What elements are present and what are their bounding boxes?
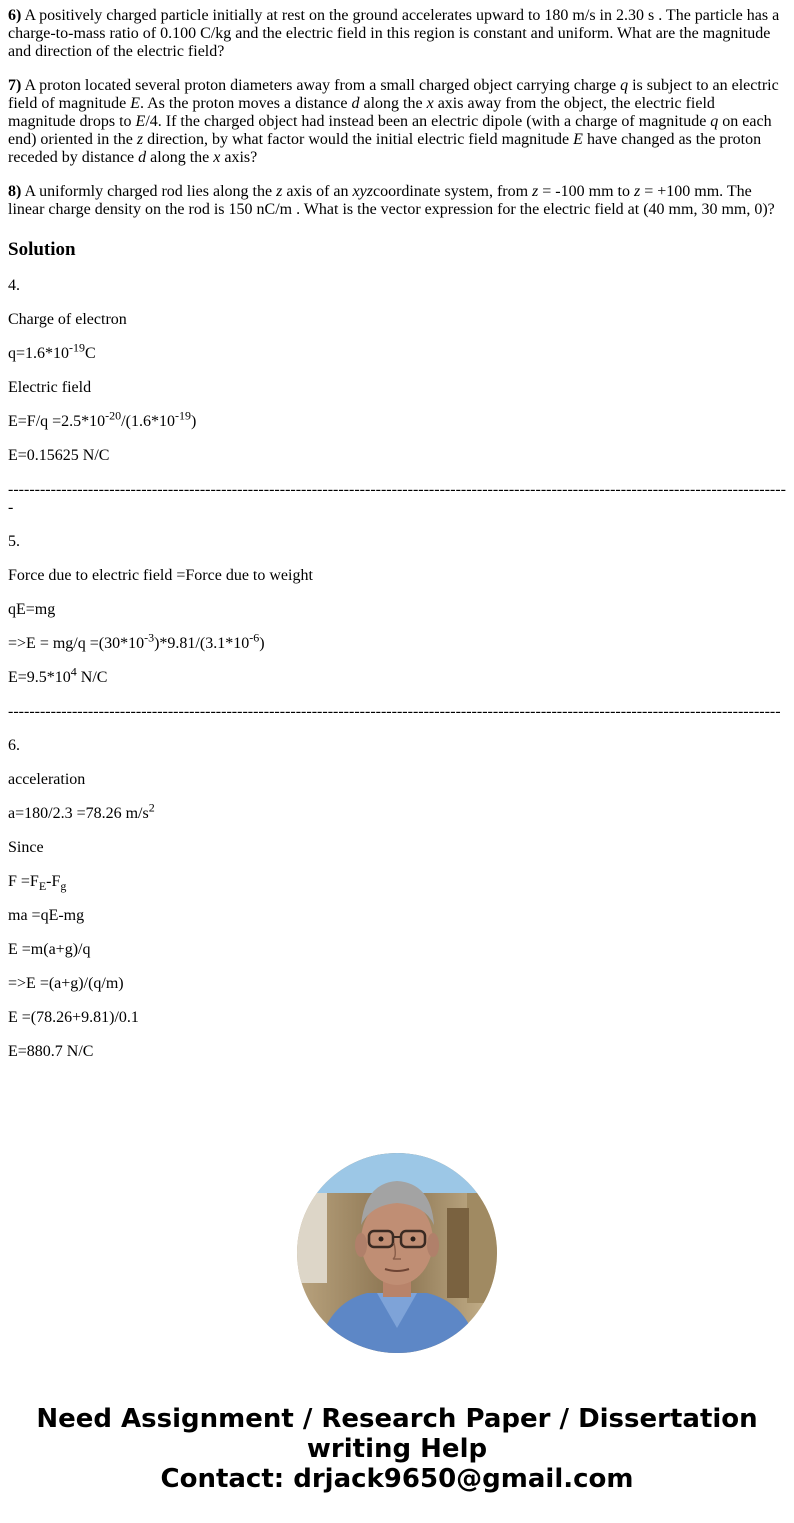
variable: E: [573, 131, 583, 148]
math-text: C: [85, 345, 96, 362]
solution-line: E =(78.26+9.81)/0.1: [8, 1009, 139, 1026]
question-text: is subject to an electric field of magnitude: [8, 77, 779, 112]
question-text: coordinate system, from: [372, 183, 533, 200]
math-text: E=9.5*10: [8, 669, 71, 686]
variable: z: [633, 183, 641, 200]
solution-line: E =m(a+g)/q: [8, 941, 91, 958]
variable: z: [136, 131, 144, 148]
question-number: 8): [8, 183, 22, 200]
solution-line: Force due to electric field =Force due to weight: [8, 567, 313, 584]
solution-line: =>E =(a+g)/(q/m): [8, 975, 124, 992]
author-photo: [297, 1153, 497, 1353]
subscript: g: [60, 879, 67, 894]
exponent: 2: [148, 800, 155, 815]
solution-line: [8, 664, 786, 687]
question-text: /4. If the charged object had instead been an electric dipole (with a charge of magnitude: [145, 113, 711, 130]
solution-heading: Solution: [8, 239, 76, 260]
variable: E: [135, 113, 146, 130]
solution-line: Electric field: [8, 379, 92, 396]
solution-line: E=0.15625 N/C: [8, 447, 110, 464]
math-text: q=1.6*10: [8, 345, 70, 362]
promo-footer: [0, 1404, 794, 1494]
question-text: direction, by what factor would the initial electric field magnitude: [143, 131, 574, 148]
solution-line: [8, 873, 786, 894]
question-text: along the: [359, 95, 427, 112]
math-text: -F: [46, 873, 61, 890]
exponent: -19: [174, 408, 191, 423]
variable: xyz: [352, 183, 373, 200]
variable: E: [130, 95, 140, 112]
solution-6-label: 6.: [8, 737, 20, 754]
solution-line: E=880.7 N/C: [8, 1043, 94, 1060]
solution-line: [8, 630, 786, 653]
solution-4-label: 4.: [8, 277, 20, 294]
solution-line: [8, 408, 786, 431]
solution-line: qE=mg: [8, 601, 56, 618]
exponent: -20: [105, 408, 122, 423]
math-text: /(1.6*10: [121, 413, 175, 430]
question-text: . As the proton moves a distance: [139, 95, 352, 112]
question-text: = -100 mm to: [538, 183, 634, 200]
math-text: E=F/q =2.5*10: [8, 413, 106, 430]
math-text: ): [190, 413, 197, 430]
question-7: [8, 77, 786, 167]
variable: d: [138, 149, 147, 166]
footer-line: Need Assignment / Research Paper / Dissertation: [36, 1404, 758, 1434]
math-text: ): [259, 635, 265, 652]
solution-line: Charge of electron: [8, 311, 127, 328]
question-text: A uniformly charged rod lies along the: [21, 183, 277, 200]
math-text: N/C: [76, 669, 108, 686]
solution-body: [8, 277, 786, 1061]
exponent: -19: [69, 340, 86, 355]
exponent: -6: [249, 630, 260, 645]
subscript: E: [38, 879, 47, 894]
math-text: )*9.81/(3.1*10: [154, 635, 250, 652]
math-text: a=180/2.3 =78.26 m/s: [8, 805, 149, 822]
variable: x: [426, 95, 434, 112]
variable: x: [213, 149, 221, 166]
question-8: [8, 183, 786, 219]
solution-line: ma =qE-mg: [8, 907, 85, 924]
variable: z: [532, 183, 539, 200]
math-text: =>E = mg/q =(30*10: [8, 635, 145, 652]
separator-line: -------------------------------------------------------------------------------------------------------------------------------------------------: [8, 703, 781, 720]
question-text: A proton located several proton diameters away from a small charged object carrying charge: [21, 77, 621, 94]
question-text: along the: [146, 149, 214, 166]
question-number: 7): [8, 77, 22, 94]
question-text: A positively charged particle initially at rest on the ground accelerates upward to 180 m/s in 2.30 s . The particle has a charge-to-mass ratio of 0.100 C/kg and the electric field in this region is constant and uniform. What are the magnitude and direction of the electric field?: [8, 7, 780, 60]
solution-line: [8, 340, 786, 363]
math-text: F =F: [8, 873, 39, 890]
portrait-image: [297, 1153, 497, 1353]
question-number: 6): [8, 7, 22, 24]
question-text: have changed as the proton receded by distance: [8, 131, 762, 166]
contact-line: Contact: drjack9650@gmail.com: [160, 1464, 634, 1494]
solution-5-label: 5.: [8, 533, 20, 550]
solution-line: [8, 800, 786, 823]
variable: q: [620, 77, 629, 94]
question-text: axis of an: [282, 183, 353, 200]
question-6: [8, 7, 786, 61]
variable: z: [276, 183, 283, 200]
question-text: axis away from the object, the electric field magnitude drops to: [8, 95, 715, 130]
footer-line: writing Help: [306, 1434, 488, 1464]
solution-line: acceleration: [8, 771, 86, 788]
question-text: on each end) oriented in the: [8, 113, 772, 148]
separator-line: ---------------------------------------------------------------------------------------------------------------------------------------------------: [8, 481, 786, 516]
solution-line: Since: [8, 839, 44, 856]
variable: q: [710, 113, 719, 130]
variable: d: [351, 95, 360, 112]
exponent: -3: [144, 630, 155, 645]
question-text: axis?: [220, 149, 258, 166]
exponent: 4: [70, 664, 77, 679]
document-body: [8, 0, 786, 1077]
question-text: = +100 mm. The linear charge density on the rod is 150 nC/m . What is the vector expression for the electric field at (40 mm, 30 mm, 0)?: [8, 183, 775, 218]
